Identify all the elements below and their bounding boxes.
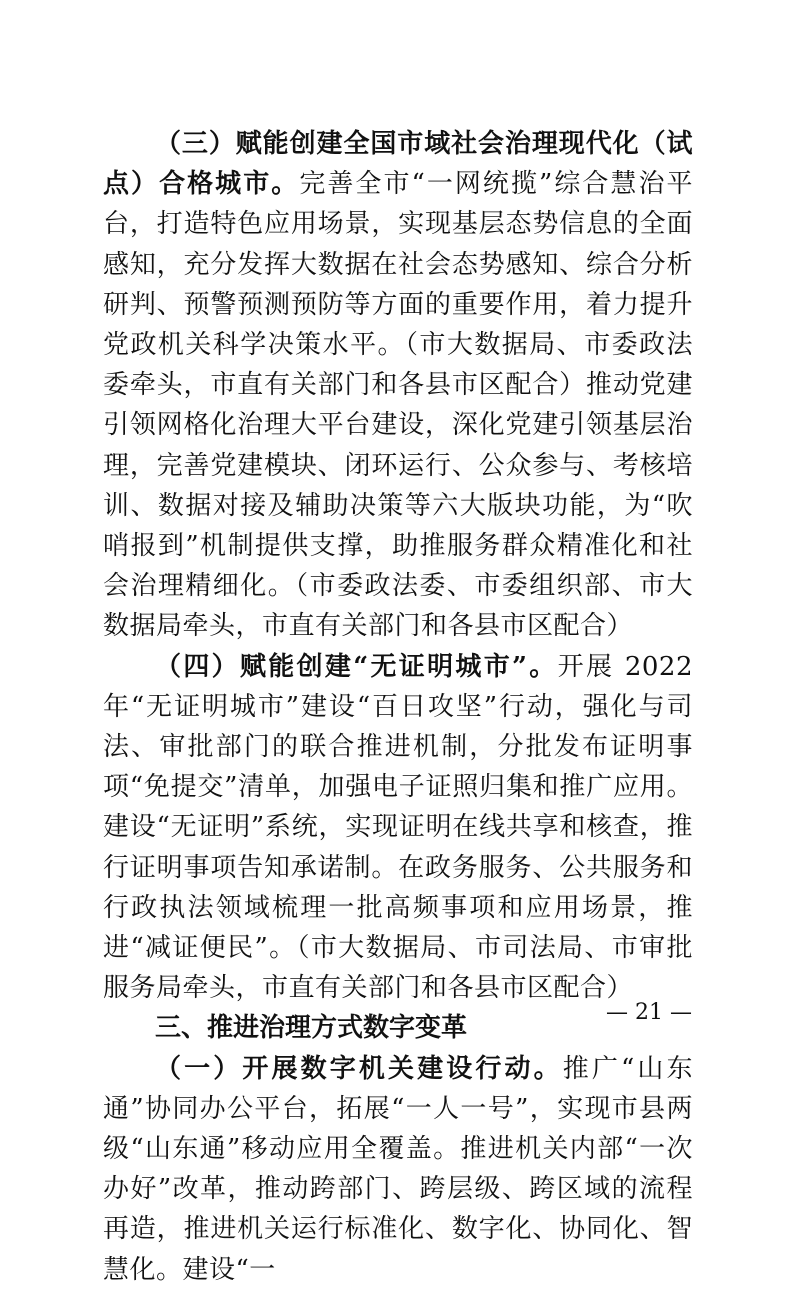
page-number: [0, 1000, 793, 1025]
paragraph-body-3: 完善全市“一网统揽”综合慧治平台，打造特色应用场景，实现基层态势信息的全面感知，充分发挥大数据在社会态势感知、综合分析研判、预警预测预防等方面的重要作用，着力提升党政机关科学决策水平。（市大数据局、市委政法委牵头，市直有关部门和各县市区配合）推动党建引领网格化治理大平台建设，深化党建引领基层治理，完善党建模块、闭环运行、公众参与、考核培训、数据对接及辅助决策等六大版块功能，为“吹哨报到”机制提供支撑，助推服务群众精准化和社会治理精细化。（市委政法委、市委组织部、市大数据局牵头，市直有关部门和各县市区配合）: [103, 169, 693, 642]
paragraph-lead-1: （一）开展数字机关建设行动。: [155, 1053, 563, 1084]
paragraph-urban-governance-pilot: [103, 124, 693, 647]
page-content: [103, 124, 693, 1290]
paragraph-body-4: 开展 2022 年“无证明城市”建设“百日攻坚”行动，强化与司法、审批部门的联合推进机制，分批发布证明事项“免提交”清单，加强电子证照归集和推广应用。建设“无证明”系统，实现证明在线共享和核查，推行证明事项告知承诺制。在政务服务、公共服务和行政执法领域梳理一批高频事项和应用场景，推进“减证便民”。（市大数据局、市司法局、市审批服务局牵头，市直有关部门和各县市区配合）: [103, 651, 693, 1004]
paragraph-no-certificate-city: [103, 647, 693, 1009]
paragraph-lead-3: （三）赋能创建全国市域社会治理现代化（试点）合格城市。: [103, 129, 693, 200]
section-heading-3: 三、推进治理方式数字变革: [155, 1013, 468, 1044]
paragraph-digital-agency: [103, 1049, 693, 1290]
page-number-text: — 21 —: [606, 1000, 692, 1025]
paragraph-body-1: 推广“山东通”协同办公平台，拓展“一人一号”，实现市县两级“山东通”移动应用全覆盖。推进机关内部“一次办好”改革，推动跨部门、跨层级、跨区域的流程再造，推进机关运行标准化、数字化、协同化、智慧化。建设“一: [103, 1053, 693, 1285]
paragraph-lead-4: （四）赋能创建“无证明城市”。: [155, 651, 558, 682]
